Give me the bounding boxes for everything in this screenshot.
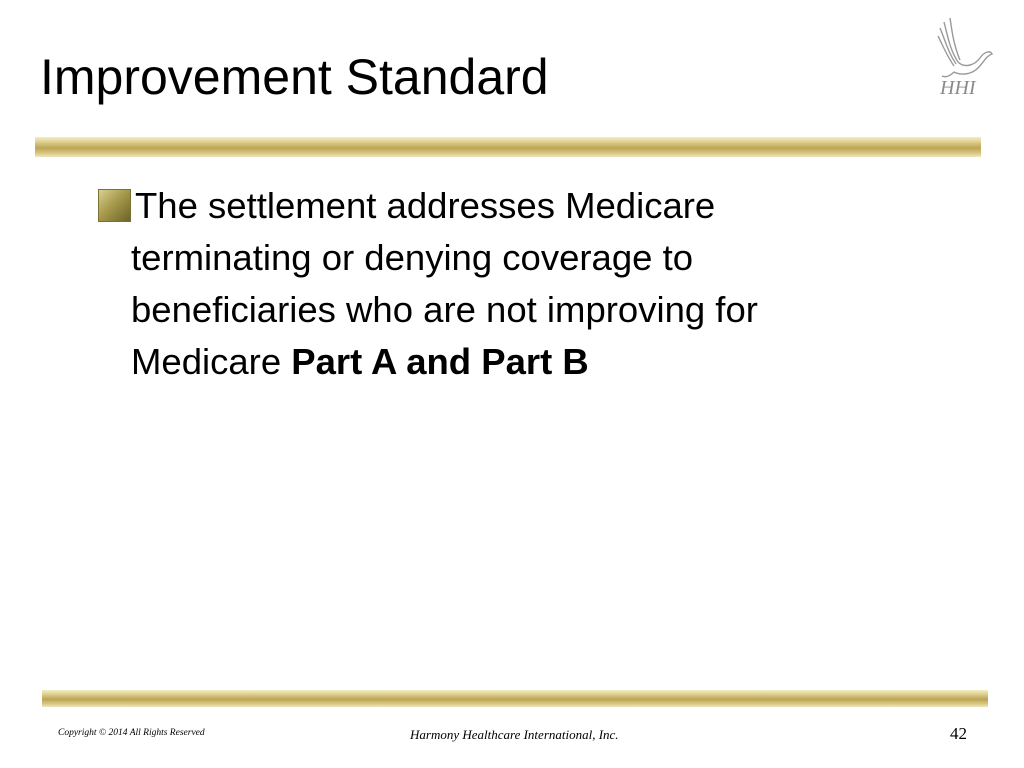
bold-emphasis: Part A and Part B	[291, 341, 589, 382]
bullet-line-2: terminating or denying coverage to	[131, 237, 694, 278]
copyright-text: Copyright © 2014 All Rights Reserved	[58, 728, 205, 738]
footer-divider-bar	[42, 690, 988, 707]
page-number: 42	[950, 724, 967, 743]
title-divider-bar	[35, 137, 981, 157]
logo-text: HHI	[940, 77, 976, 99]
bullet-square-icon	[98, 189, 131, 222]
bullet-line-3: beneficiaries who are not improving for	[131, 289, 758, 330]
company-name: Harmony Healthcare International, Inc.	[410, 727, 619, 742]
hhi-dove-logo	[930, 12, 996, 102]
slide-title: Improvement Standard	[40, 49, 549, 105]
bullet-line-4: Medicare Part A and Part B	[131, 341, 589, 382]
bullet-item	[98, 180, 898, 388]
bullet-line-1: The settlement addresses Medicare	[98, 180, 898, 232]
